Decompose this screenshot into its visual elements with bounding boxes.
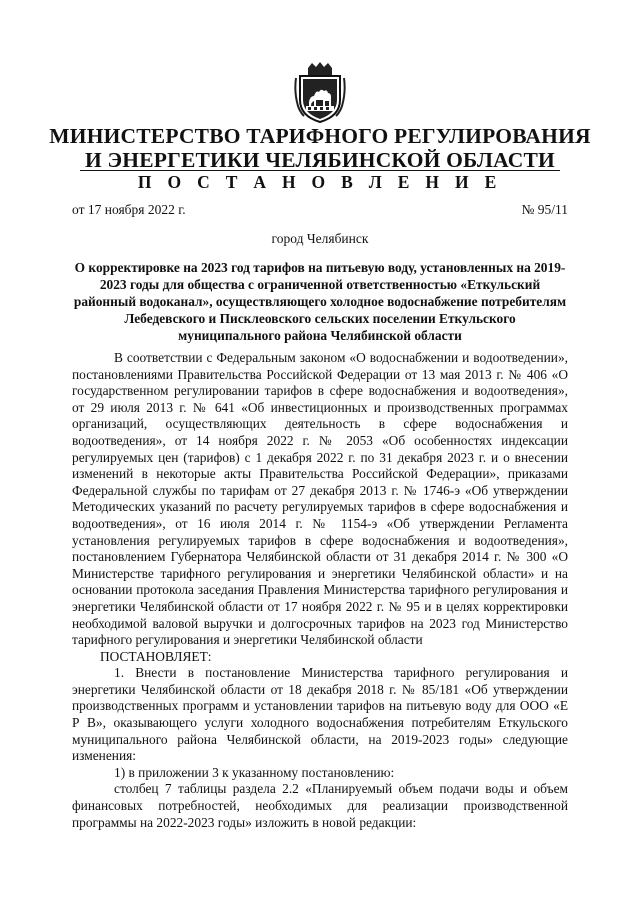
body-item-1-1: 1) в приложении 3 к указанному постановлению: [114, 764, 395, 780]
document-body [72, 350, 568, 831]
body-item-1: 1. Внести в постановление Министерства тарифного регулирования и энергетики Челябинской области от 18 декабря 2018 г. № 85/181 «Об утверждении производственных программ и установлении тарифов на питьевую воду для ООО «Е Р В», оказывающего услуги холодного водоснабжения потребителям Еткульского муниципального района Челябинской области, на 2019-2023 годы» следующие изменения: [72, 665, 568, 764]
body-resolve: ПОСТАНОВЛЯЕТ: [100, 648, 212, 664]
document-type: П О С Т А Н О В Л Е Н И Е [137, 172, 503, 192]
document-city: город Челябинск [271, 231, 369, 246]
ministry-name-line1: МИНИСТЕРСТВО ТАРИФНОГО РЕГУЛИРОВАНИЯ [49, 124, 591, 148]
body-item-1-1-text: столбец 7 таблицы раздела 2.2 «Планируемый объем подачи воды и объем финансовых потребностей, необходимых для реализации производственной программы на 2022-2023 годы» изложить в новой редакции: [72, 781, 568, 830]
ministry-name-line2: И ЭНЕРГЕТИКИ ЧЕЛЯБИНСКОЙ ОБЛАСТИ [85, 148, 555, 172]
document-number: № 95/11 [521, 202, 568, 217]
chelyabinsk-coat-of-arms-icon [294, 62, 346, 124]
document-date: от 17 ноября 2022 г. [72, 202, 186, 217]
document-subject: О корректировке на 2023 год тарифов на питьевую воду, установленных на 2019-2023 годы для общества с ограниченной ответственностью «Еткульский районный водоканал», осуществляющего холодное водоснабжение потребителям Лебедевского и Писклеовского сельских поселении Еткульского муниципального района Челябинской области [73, 260, 567, 343]
body-intro-paragraph: В соответствии с Федеральным законом «О водоснабжении и водоотведении», постановлениями Правительства Российской Федерации от 13 мая 2013 г. № 406 «О государственном регулировании тарифов в сфере водоснабжения и водоотведения», от 29 июля 2013 г. № 641 «Об инвестиционных и производственных программах организаций, осуществляющих деятельность в сфере водоснабжения и водоотведения», от 14 ноября 2022 г. № 2053 «Об особенностях индексации регулируемых цен (тарифов) с 1 декабря 2022 г. по 31 декабря 2023 г. и о внесении изменений в некоторые акты Правительства Российской Федерации», приказами Федеральной службы по тарифам от 27 декабря 2013 г. № 1746-э «Об утверждении Методических указаний по расчету регулируемых тарифов в сфере водоснабжения и водоотведения», от 16 июля 2014 г. № 1154-э «Об утверждении Регламента установления регулируемых тарифов в сфере водоснабжения и водоотведения», постановлением Губернатора Челябинской области от 31 декабря 2014 г. № 300 «О Министерстве тарифного регулирования и энергетики Челябинской области» и на основании протокола заседания Правления Министерства тарифного регулирования и энергетики Челябинской области от 17 ноября 2022 г. № 95 и в целях корректировки необходимой валовой выручки и долгосрочных тарифов на 2023 год Министерство тарифного регулирования и энергетики Челябинской области [72, 350, 568, 648]
